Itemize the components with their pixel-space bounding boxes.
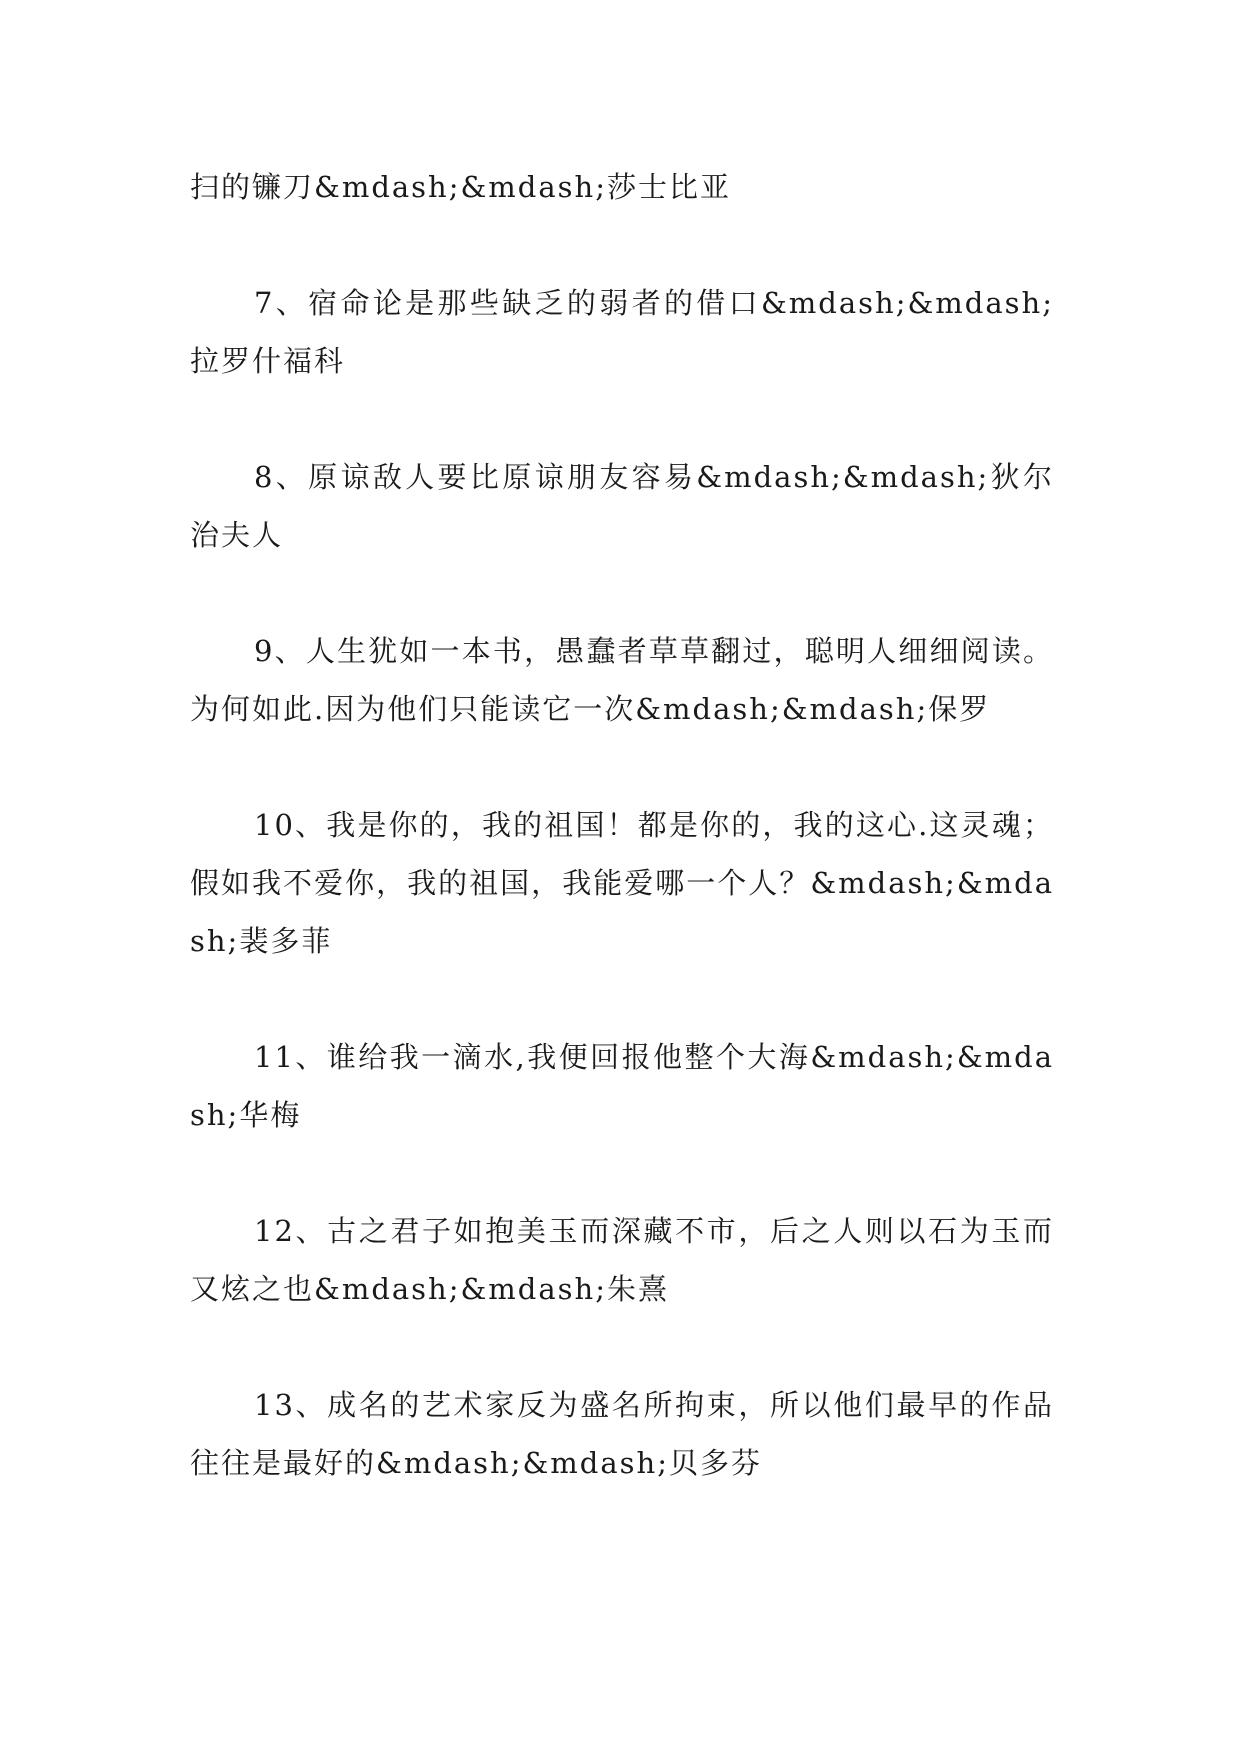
paragraph-continuation: 扫的镰刀&mdash;&mdash;莎士比亚 — [190, 170, 731, 204]
quote-item-11: 11、谁给我一滴水,我便回报他整个大海&mdash;&mdash;华梅 — [190, 1040, 1054, 1132]
quote-item-9: 9、人生犹如一本书，愚蠢者草草翻过，聪明人细细阅读。为何如此.因为他们只能读它一次&mdash;&mdash;保罗 — [190, 634, 1054, 726]
document-body — [190, 158, 1054, 1550]
quote-item-13: 13、成名的艺术家反为盛名所拘束，所以他们最早的作品往往是最好的&mdash;&mdash;贝多芬 — [190, 1388, 1054, 1480]
quote-item-12: 12、古之君子如抱美玉而深藏不市，后之人则以石为玉而又炫之也&mdash;&mdash;朱熹 — [190, 1214, 1054, 1306]
quote-item-7: 7、宿命论是那些缺乏的弱者的借口&mdash;&mdash;拉罗什福科 — [190, 286, 1054, 378]
quote-item-10: 10、我是你的，我的祖国！都是你的，我的这心.这灵魂；假如我不爱你，我的祖国，我能爱哪一个人？&mdash;&mdash;裴多菲 — [190, 808, 1054, 958]
quote-item-8: 8、原谅敌人要比原谅朋友容易&mdash;&mdash;狄尔治夫人 — [190, 460, 1054, 552]
